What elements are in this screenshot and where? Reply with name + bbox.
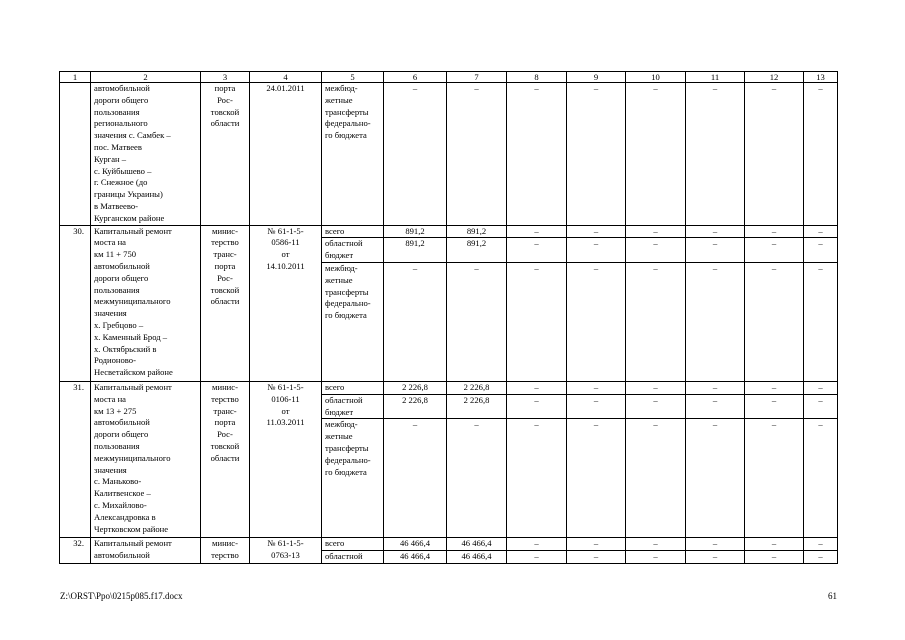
row-number (60, 83, 91, 226)
amount-cell: – (626, 419, 686, 538)
funding-source-line: трансферты (325, 286, 369, 297)
funding-source (322, 538, 384, 551)
document-reference-line: № 61-1-5- (267, 538, 304, 549)
object-name (91, 538, 201, 564)
object-name-line: значения (94, 308, 127, 319)
responsible-organization (201, 83, 250, 226)
responsible-organization-line: области (210, 118, 240, 129)
document-reference (250, 83, 322, 226)
amount-cell: – (804, 225, 838, 238)
responsible-organization-line: Рос- (217, 94, 233, 105)
column-number: 6 (384, 72, 447, 83)
amount-cell: – (686, 238, 745, 263)
object-name-line: км 13 + 275 (94, 405, 137, 416)
funding-source (322, 225, 384, 238)
object-name-line: Капитальный ремонт (94, 381, 172, 392)
document-reference-line: 0586-11 (271, 237, 300, 248)
object-name-line: автомобильной (94, 417, 150, 428)
object-name-line: моста на (94, 237, 127, 248)
object-name-line: пос. Матвеев (94, 141, 142, 152)
column-number: 12 (745, 72, 804, 83)
object-name-line: пользования (94, 440, 140, 451)
responsible-organization-line: минис- (212, 381, 238, 392)
funding-source-line: межбюд- (325, 262, 358, 273)
responsible-organization-line: терство (211, 550, 239, 561)
budget-table (59, 71, 838, 564)
object-name-line: Александровка в (94, 511, 156, 522)
amount-cell: 2 226,8 (447, 394, 507, 419)
row-number: 32. (60, 538, 91, 564)
funding-source-line: го бюджета (325, 130, 367, 141)
object-name-line: Чертковском районе (94, 523, 169, 534)
funding-source-line: межбюд- (325, 419, 358, 430)
object-name-line: х. Каменный Брод – (94, 331, 168, 342)
amount-cell: – (745, 381, 804, 394)
row-number: 30. (60, 225, 91, 381)
object-name-line: моста на (94, 393, 127, 404)
responsible-organization-line: минис- (212, 538, 238, 549)
object-name-line: в Матвеево- (94, 200, 138, 211)
document-reference-line: № 61-1-5- (267, 381, 304, 392)
responsible-organization-line: товской (210, 440, 240, 451)
object-name-line: х. Октябрьский в (94, 343, 157, 354)
responsible-organization-line: порта (214, 417, 236, 428)
amount-cell: 891,2 (447, 225, 507, 238)
amount-cell: – (626, 83, 686, 226)
amount-cell: – (686, 551, 745, 564)
funding-source-line: жетные (325, 274, 353, 285)
funding-source-line: трансферты (325, 106, 369, 117)
amount-cell: – (804, 381, 838, 394)
amount-cell: – (745, 551, 804, 564)
amount-cell: – (567, 238, 626, 263)
object-name (91, 225, 201, 381)
amount-cell: – (567, 381, 626, 394)
object-name-line: автомобильной (94, 83, 150, 93)
page-number: 61 (828, 591, 837, 601)
object-name-line: г. Снежное (до (94, 177, 148, 188)
object-name-line: значения (94, 464, 127, 475)
amount-cell: – (686, 83, 745, 226)
object-name-line: с. Михайлово- (94, 499, 147, 510)
amount-cell: – (507, 538, 567, 551)
amount-cell: – (686, 262, 745, 381)
responsible-organization-line: товской (210, 106, 240, 117)
amount-cell: – (447, 83, 507, 226)
amount-cell: – (384, 83, 447, 226)
funding-source (322, 262, 384, 381)
funding-source (322, 381, 384, 394)
object-name-line: Курган – (94, 153, 127, 164)
amount-cell: – (626, 538, 686, 551)
object-name-line: границы Украины) (94, 189, 163, 200)
row-number: 31. (60, 381, 91, 537)
funding-source (322, 238, 384, 263)
funding-source-line: жетные (325, 94, 353, 105)
column-number: 3 (201, 72, 250, 83)
object-name-line: с. Маньково- (94, 476, 142, 487)
amount-cell: – (567, 83, 626, 226)
responsible-organization (201, 538, 250, 564)
responsible-organization-line: минис- (212, 225, 238, 236)
amount-cell: – (804, 551, 838, 564)
responsible-organization-line: транс- (213, 249, 237, 260)
amount-cell: – (745, 538, 804, 551)
amount-cell: 2 226,8 (447, 381, 507, 394)
amount-cell: – (745, 394, 804, 419)
object-name-line: межмуниципального (94, 296, 171, 307)
document-reference-line: от (281, 405, 290, 416)
amount-cell: – (686, 225, 745, 238)
funding-source (322, 419, 384, 538)
amount-cell: – (507, 394, 567, 419)
responsible-organization-line: области (210, 296, 240, 307)
column-number: 10 (626, 72, 686, 83)
responsible-organization-line: транс- (213, 405, 237, 416)
amount-cell: 2 226,8 (384, 394, 447, 419)
amount-cell: – (507, 551, 567, 564)
object-name-line: Курганском районе (94, 212, 165, 223)
funding-source-line: федерально- (325, 298, 371, 309)
document-reference-line: 11.03.2011 (266, 417, 305, 428)
amount-cell: – (507, 225, 567, 238)
column-number: 1 (60, 72, 91, 83)
amount-cell: – (447, 262, 507, 381)
object-name-line: Капитальный ремонт (94, 225, 172, 236)
object-name-line: х. Гребцово – (94, 319, 144, 330)
column-number: 4 (250, 72, 322, 83)
amount-cell: 891,2 (447, 238, 507, 263)
amount-cell: 891,2 (384, 225, 447, 238)
object-name-line: дороги общего (94, 94, 149, 105)
funding-source-line: областной (325, 238, 363, 249)
document-reference (250, 538, 322, 564)
amount-cell: – (507, 83, 567, 226)
amount-cell: – (567, 394, 626, 419)
document-reference-line: 0763-13 (271, 550, 300, 561)
funding-source (322, 551, 384, 564)
table-row (60, 381, 838, 394)
funding-source-line: всего (325, 538, 345, 549)
amount-cell: – (447, 419, 507, 538)
amount-cell: – (384, 262, 447, 381)
object-name-line: Родионово- (94, 355, 136, 366)
amount-cell: – (507, 419, 567, 538)
document-reference (250, 381, 322, 537)
amount-cell: – (626, 262, 686, 381)
responsible-organization-line: порта (214, 83, 236, 93)
responsible-organization-line: порта (214, 260, 236, 271)
column-number: 11 (686, 72, 745, 83)
responsible-organization-line: Рос- (217, 272, 233, 283)
document-reference-line: 14.10.2011 (266, 260, 305, 271)
amount-cell: – (745, 238, 804, 263)
amount-cell: – (626, 394, 686, 419)
document-reference-line: № 61-1-5- (267, 225, 304, 236)
funding-source-line: бюджет (325, 406, 354, 417)
amount-cell: – (686, 538, 745, 551)
column-number: 8 (507, 72, 567, 83)
funding-source-line: федерально- (325, 118, 371, 129)
object-name-line: Калитвенское – (94, 488, 151, 499)
column-number: 13 (804, 72, 838, 83)
amount-cell: – (384, 419, 447, 538)
amount-cell: – (804, 238, 838, 263)
amount-cell: – (745, 419, 804, 538)
funding-source (322, 83, 384, 226)
funding-source-line: областной (325, 551, 363, 562)
amount-cell: – (686, 419, 745, 538)
amount-cell: – (567, 538, 626, 551)
funding-source-line: бюджет (325, 250, 354, 261)
amount-cell: – (626, 238, 686, 263)
file-path: Z:\ORST\Ppo\0215p085.f17.docx (60, 591, 183, 601)
object-name-line: Несветайском районе (94, 367, 173, 378)
object-name-line: пользования (94, 106, 140, 117)
amount-cell: – (745, 83, 804, 226)
amount-cell: – (686, 394, 745, 419)
responsible-organization (201, 381, 250, 537)
document-reference (250, 225, 322, 381)
funding-source (322, 394, 384, 419)
object-name-line: дороги общего (94, 272, 149, 283)
amount-cell: – (626, 551, 686, 564)
responsible-organization-line: терство (211, 237, 239, 248)
object-name-line: регионального (94, 118, 148, 129)
responsible-organization-line: товской (210, 284, 240, 295)
column-number: 9 (567, 72, 626, 83)
object-name (91, 83, 201, 226)
object-name-line: дороги общего (94, 429, 149, 440)
object-name-line: с. Куйбышево – (94, 165, 152, 176)
amount-cell: – (567, 262, 626, 381)
object-name-line: Капитальный ремонт (94, 538, 172, 549)
funding-source-line: всего (325, 381, 345, 392)
table-row (60, 83, 838, 226)
amount-cell: 46 466,4 (384, 551, 447, 564)
funding-source-line: го бюджета (325, 310, 367, 321)
amount-cell: – (804, 83, 838, 226)
document-reference-line: 24.01.2011 (266, 83, 305, 93)
amount-cell: – (745, 225, 804, 238)
amount-cell: – (804, 419, 838, 538)
object-name-line: км 11 + 750 (94, 249, 137, 260)
amount-cell: 46 466,4 (447, 538, 507, 551)
document-reference-line: 0106-11 (271, 393, 300, 404)
object-name-line: пользования (94, 284, 140, 295)
responsible-organization (201, 225, 250, 381)
column-number: 7 (447, 72, 507, 83)
amount-cell: 46 466,4 (447, 551, 507, 564)
amount-cell: – (507, 381, 567, 394)
amount-cell: – (745, 262, 804, 381)
document-reference-line: от (281, 249, 290, 260)
object-name-line: автомобильной (94, 260, 150, 271)
column-number: 5 (322, 72, 384, 83)
responsible-organization-line: терство (211, 393, 239, 404)
amount-cell: 46 466,4 (384, 538, 447, 551)
amount-cell: – (686, 381, 745, 394)
column-number: 2 (91, 72, 201, 83)
object-name (91, 381, 201, 537)
funding-source-line: трансферты (325, 442, 369, 453)
column-number-row (60, 72, 838, 83)
amount-cell: – (804, 262, 838, 381)
responsible-organization-line: Рос- (217, 429, 233, 440)
object-name-line: автомобильной (94, 550, 150, 561)
amount-cell: – (626, 225, 686, 238)
funding-source-line: межбюд- (325, 83, 358, 93)
funding-source-line: го бюджета (325, 466, 367, 477)
amount-cell: – (507, 238, 567, 263)
amount-cell: – (804, 394, 838, 419)
funding-source-line: всего (325, 225, 345, 236)
responsible-organization-line: области (210, 452, 240, 463)
amount-cell: – (804, 538, 838, 551)
amount-cell: – (507, 262, 567, 381)
object-name-line: значения с. Самбек – (94, 130, 171, 141)
object-name-line: межмуниципального (94, 452, 171, 463)
amount-cell: – (567, 419, 626, 538)
amount-cell: 891,2 (384, 238, 447, 263)
amount-cell: – (567, 551, 626, 564)
funding-source-line: областной (325, 394, 363, 405)
funding-source-line: жетные (325, 431, 353, 442)
funding-source-line: федерально- (325, 454, 371, 465)
table-row (60, 225, 838, 238)
amount-cell: – (626, 381, 686, 394)
table-row (60, 538, 838, 551)
amount-cell: – (567, 225, 626, 238)
amount-cell: 2 226,8 (384, 381, 447, 394)
